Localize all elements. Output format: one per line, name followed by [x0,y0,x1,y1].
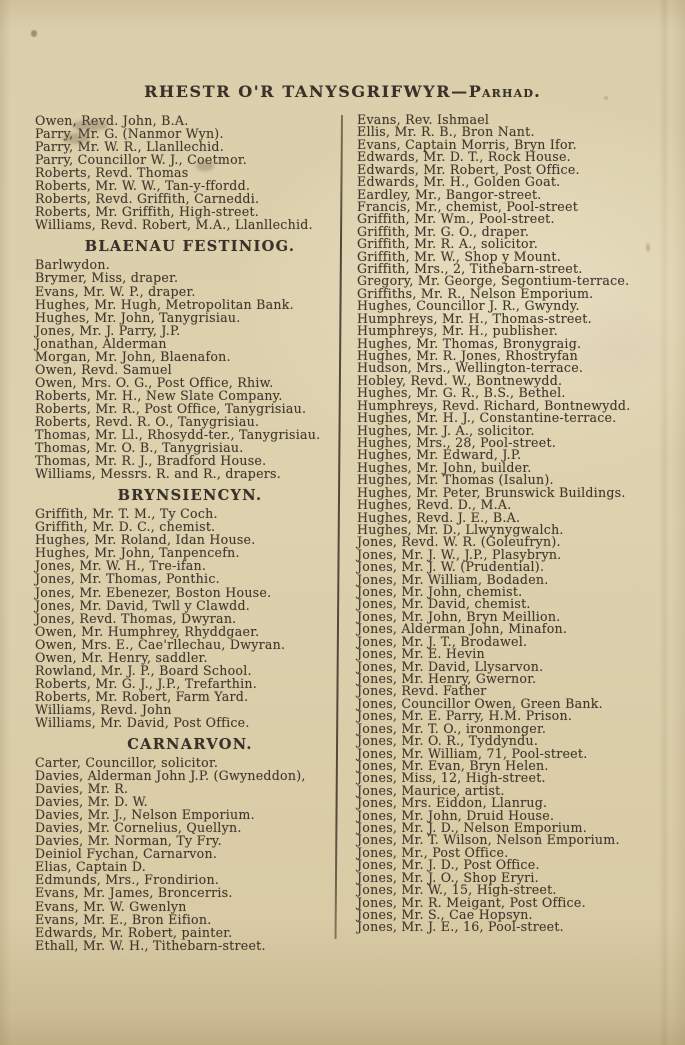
subscriber-entry: Rowland, Mr. J. P., Board School. [35,662,252,678]
subscriber-entry: Edwards, Mr. Robert, Post Office. [357,161,580,177]
subscriber-entry: Jones, Mr. David, chemist. [357,596,531,612]
subscriber-entry: Roberts, Revd. Griffith, Carneddi. [35,191,260,207]
subscriber-entry: Jones, Mr. John, Bryn Meillion. [357,608,561,624]
subscriber-entry: Jones, Mr. Henry, Gwernor. [357,670,537,686]
subscriber-entry: Hughes, Mr. D., Llwynygwalch. [357,521,564,537]
right-column [357,114,675,934]
subscriber-entry: Parry, Mr. W. R., Llanllechid. [35,139,224,155]
subscriber-entry: Carter, Councillor, solicitor. [35,755,219,771]
subscriber-entry: Davies, Mr. R. [35,781,129,797]
subscriber-entry: Francis, Mr., chemist, Pool-street [357,198,579,214]
subscriber-entry: Davies, Mr. Cornelius, Quellyn. [35,820,242,836]
subscriber-entry: Hudson, Mrs., Wellington-terrace. [357,360,584,376]
subscriber-entry: Griffith, Mr. D. C., chemist. [35,519,216,535]
subscriber-entry: Edmunds, Mrs., Frondirion. [35,872,220,888]
subscriber-entry: Deiniol Fychan, Carnarvon. [35,846,218,862]
subscriber-entry: Jonathan, Alderman [35,335,167,351]
page-title-suffix: Parhad. [468,82,541,101]
subscriber-entry: Thomas, Mr. Ll., Rhosydd-ter., Tanygrisiau. [35,427,321,443]
subscriber-entry: Jones, Mrs. Eiddon, Llanrug. [357,795,548,811]
subscriber-entry: Humphreys, Revd. Richard, Bontnewydd. [357,397,631,413]
subscriber-entry: Eardley, Mr., Bangor-street. [357,186,542,202]
subscriber-entry: Evans, Mr. W. P., draper. [35,283,196,299]
subscriber-entry: Hughes, Revd. J. E., B.A. [357,509,521,525]
subscriber-entry: Hughes, Mr. G. R., B.S., Bethel. [357,385,566,401]
subscriber-entry: Hughes, Mr. Peter, Brunswick Buildings. [357,484,626,500]
subscriber-entry: Owen, Mr. Henry, saddler. [35,649,208,665]
subscriber-entry: Jones, Mr. J. W., J.P., Plasybryn. [357,546,562,562]
subscriber-entry: Griffiths, Mr. R., Nelson Emporium. [357,285,594,301]
subscriber-entry: Humphreys, Mr. H., Thomas-street. [357,310,592,326]
subscriber-entry: Hughes, Mr. John, Tanpencefn. [35,545,240,561]
subscriber-entry: Jones, Alderman John, Minafon. [357,621,568,637]
subscriber-entry: Hughes, Mr. John, Tanygrisiau. [35,309,241,325]
subscriber-entry: Williams, Revd. Robert, M.A., Llanllechid. [35,217,313,233]
subscriber-entry: Owen, Mrs. E., Cae'rllechau, Dwyran. [35,636,286,652]
subscriber-entry: Jones, Mr. R. Meigant, Post Office. [357,894,586,910]
subscriber-entry: Jones, Mr. T. O., ironmonger. [357,720,547,736]
subscriber-entry: Jones, Mr. W. H., Tre-ifan. [35,558,207,574]
subscriber-entry: Jones, Mr. S., Cae Hopsyn. [357,907,533,922]
subscriber-entry: Jones, Mr. T. Wilson, Nelson Emporium. [357,832,620,848]
subscriber-entry: Hughes, Mr. John, builder. [357,459,532,475]
subscriber-entry: Jones, Mr. J. E., 16, Pool-street. [357,919,564,935]
subscriber-entry: Jones, Mr. David, Twll y Clawdd. [35,597,251,613]
subscriber-entry: Jones, Mr. Evan, Bryn Helen. [357,757,549,773]
page-title [0,82,685,101]
subscriber-entry: Davies, Mr. J., Nelson Emporium. [35,807,255,823]
section-heading: CARNARVON. [127,736,253,754]
subscriber-entry: Owen, Mr. Humphrey, Rhyddgaer. [35,623,260,639]
subscriber-entry: Jones, Mr. J. D., Nelson Emporium. [357,820,587,836]
subscriber-entry: Davies, Mr. Norman, Ty Fry. [35,833,222,849]
subscriber-entry: Hughes, Mr. Edward, J.P. [357,447,522,463]
subscriber-entry: Williams, Mr. David, Post Office. [35,714,250,730]
subscriber-entry: Griffith, Mr. W., Shop y Mount. [357,248,561,264]
subscriber-entry: Griffith, Mr. Wm., Pool-street. [357,211,555,227]
subscriber-entry: Parry, Mr. G. (Nanmor Wyn). [35,126,224,142]
subscriber-entry: Roberts, Mr. G. J., J.P., Trefarthin. [35,675,257,691]
subscriber-entry: Jones, Mr. W., 15, High-street. [357,882,557,898]
subscriber-entry: Hughes, Mr. R. Jones, Rhostryfan [357,348,578,364]
subscriber-entry: Edwards, Mr. Robert, painter. [35,924,233,940]
subscriber-entry: Davies, Mr. D. W. [35,794,148,810]
subscriber-entry: Griffith, Mr. T. M., Ty Coch. [35,506,218,522]
subscriber-entry: Jones, Mr. O. R., Tyddyndu. [357,733,539,749]
subscriber-entry: Jones, Mr. Ebenezer, Boston House. [35,584,272,600]
subscriber-entry: Jones, Mr. J. W. (Prudential). [357,559,545,575]
subscriber-entry: Evans, Captain Morris, Bryn Ifor. [357,136,577,152]
subscriber-entry: Hughes, Mr. Roland, Idan House. [35,532,256,548]
subscriber-entry: Davies, Alderman John J.P. (Gwyneddon), [35,768,306,784]
subscriber-entry: Hughes, Mr. J. A., solicitor. [357,422,535,438]
subscriber-entry: Griffith, Mrs., 2, Tithebarn-street. [357,261,583,277]
subscriber-entry: Jones, Maurice, artist. [357,782,505,798]
subscriber-entry: Roberts, Mr. R., Post Office, Tanygrisiau. [35,400,307,416]
subscriber-entry: Thomas, Mr. R. J., Bradford House. [35,453,267,469]
section-heading: BRYNSIENCYN. [117,487,263,505]
subscriber-entry: Williams, Messrs. R. and R., drapers. [35,466,282,482]
subscriber-entry: Hughes, Mr. Thomas, Bronygraig. [357,335,582,351]
subscriber-entry: Owen, Revd. John, B.A. [35,113,189,128]
subscriber-entry: Hughes, Revd. D., M.A. [357,497,512,513]
subscriber-entry: Griffith, Mr. R. A., solicitor. [357,236,538,252]
subscriber-entry: Jones, Councillor Owen, Green Bank. [357,695,603,711]
paper-speck [31,30,37,37]
subscriber-entry: Jones, Mr. J. D., Post Office. [357,857,540,873]
subscriber-entry: Hughes, Councillor J. R., Gwyndy. [357,298,580,314]
subscriber-entry: Jones, Mr. Thomas, Ponthic. [35,571,220,587]
subscriber-entry: Roberts, Mr. H., New Slate Company. [35,387,283,403]
subscriber-entry: Evans, Mr. W. Gwenlyn [35,898,187,914]
subscriber-entry: Jones, Mr. John, Druid House. [357,807,555,823]
subscriber-entry: Jones, Revd. Father [357,683,487,699]
subscriber-entry: Jones, Mr. J. O., Shop Eryri. [357,869,539,885]
subscriber-entry: Barlwydon. [35,257,110,273]
subscriber-entry: Jones, Mr., Post Office. [357,844,509,860]
subscriber-entry: Williams, Revd. John [35,701,172,717]
subscriber-entry: Jones, Mr. David, Llysarvon. [357,658,544,674]
subscriber-entry: Parry, Councillor W. J., Coetmor. [35,152,248,168]
subscriber-entry: Hughes, Mr. Thomas (Isalun). [357,472,554,488]
section-heading: BLAENAU FESTINIOG. [84,238,296,256]
subscriber-entry: Jones, Mr. William, 71, Pool-street. [357,745,588,761]
subscriber-entry: Roberts, Mr. Robert, Farm Yard. [35,688,249,704]
subscriber-entry: Morgan, Mr. John, Blaenafon. [35,348,231,364]
subscriber-entry: Humphreys, Mr. H., publisher. [357,323,559,339]
subscriber-entry: Jones, Revd. W. R. (Goleufryn). [357,534,561,550]
subscriber-entry: Hobley, Revd. W., Bontnewydd. [357,372,563,388]
subscriber-entry: Jones, Mr. E. Parry, H.M. Prison. [357,708,573,724]
subscriber-entry: Evans, Mr. E., Bron Eifion. [35,911,212,927]
subscriber-entry: Hughes, Mrs., 28, Pool-street. [357,434,557,450]
subscriber-entry: Brymer, Miss, draper. [35,270,179,286]
subscriber-entry: Jones, Mr. William, Bodaden. [357,571,549,587]
subscriber-entry: Roberts, Mr. Griffith, High-street. [35,204,260,220]
subscriber-entry: Evans, Rev. Ishmael [357,112,490,127]
subscriber-entry: Hughes, Mr. Hugh, Metropolitan Bank. [35,296,294,312]
subscriber-entry: Jones, Miss, 12, High-street. [357,770,546,786]
subscriber-entry: Jones, Mr. J. Parry, J.P. [35,322,181,338]
subscriber-entry: Elias, Captain D. [35,859,147,875]
subscriber-entry: Roberts, Revd. R. O., Tanygrisiau. [35,413,260,429]
subscriber-entry: Owen, Revd. Samuel [35,361,172,377]
subscriber-entry: Jones, Mr. J. T., Brodawel. [357,633,528,649]
subscriber-entry: Roberts, Mr. W. W., Tan-y-ffordd. [35,178,251,194]
subscriber-entry: Evans, Mr. James, Broncerris. [35,885,233,901]
subscriber-entry: Jones, Mr. E. Hevin [357,646,485,662]
subscriber-entry: Roberts, Revd. Thomas [35,165,189,181]
page-title-main: RHESTR O'R TANYSGRIFWYR [144,82,452,101]
subscriber-entry: Hughes, Mr. H. J., Constantine-terrace. [357,410,617,426]
subscriber-entry: Griffith, Mr. G. O., draper. [357,223,530,239]
subscriber-entry: Owen, Mrs. O. G., Post Office, Rhiw. [35,374,274,390]
subscriber-entry: Jones, Revd. Thomas, Dwyran. [35,610,237,626]
subscriber-entry: Ellis, Mr. R. B., Bron Nant. [357,124,535,140]
subscriber-entry: Ethall, Mr. W. H., Tithebarn-street. [35,937,266,953]
subscriber-entry: Jones, Mr. John, chemist. [357,584,523,600]
subscriber-entry: Edwards, Mr. D. T., Rock House. [357,149,571,165]
subscriber-entry: Thomas, Mr. O. B., Tanygrisiau. [35,440,244,456]
page-title-dash: — [451,82,469,101]
subscriber-entry: Edwards, Mr. H., Golden Goat. [357,174,561,190]
subscriber-entry: Gregory, Mr. George, Segontium-terrace. [357,273,630,289]
left-column [35,114,345,952]
